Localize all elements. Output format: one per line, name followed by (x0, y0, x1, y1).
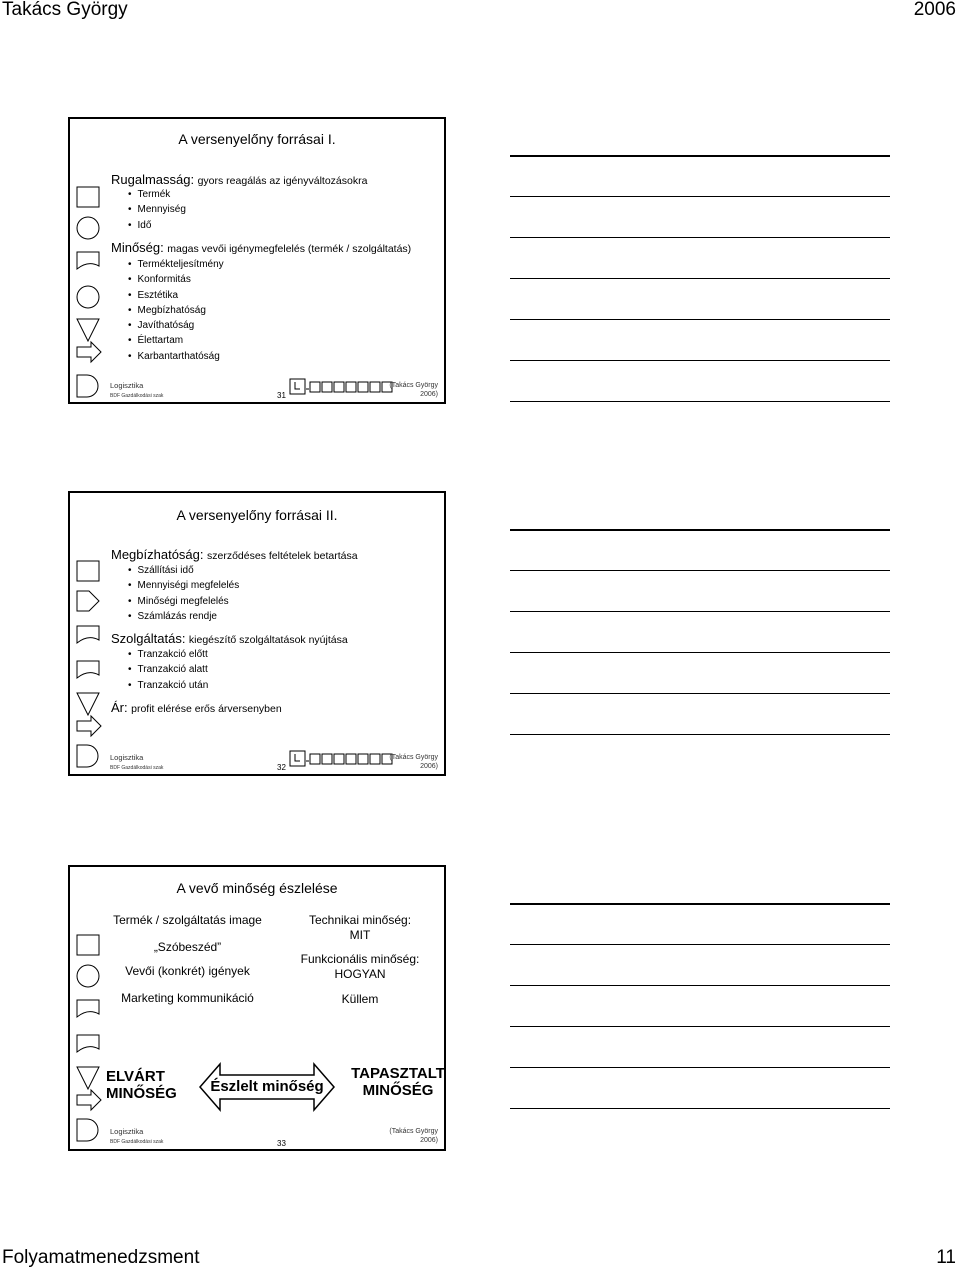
list-item: • Minőségi megfelelés (128, 594, 239, 609)
slide-33 (68, 865, 446, 1151)
school-label: BDF Gazdálkodási szak (110, 765, 164, 771)
flowchart-symbols-icon (74, 933, 106, 1113)
year-label: 2006) (420, 763, 438, 770)
slide-title: A versenyelőny forrásai I. (178, 131, 336, 147)
section-key: Megbízhatóság: (111, 547, 204, 562)
list-item: • Termék (128, 187, 186, 202)
school-label: BDF Gazdálkodási szak (110, 1139, 164, 1145)
footer-title: Folyamatmenedzsment (2, 1247, 200, 1268)
list-item: • Esztétika (128, 288, 224, 303)
list-item: • Konformitás (128, 272, 224, 287)
slide-page-number: 31 (277, 391, 286, 400)
minoseg-list (128, 257, 224, 364)
list-item: • Javíthatóság (128, 318, 224, 333)
section-key: Rugalmasság: (111, 172, 195, 187)
megbizhatosag-heading (111, 547, 358, 564)
course-label: Logisztika (110, 1127, 144, 1136)
list-item: • Tranzakció alatt (128, 662, 208, 677)
list-item: • Megbízhatóság (128, 303, 224, 318)
szolgaltatas-heading (111, 631, 348, 648)
author-year (389, 381, 438, 399)
course-label: Logisztika (110, 381, 144, 390)
list-item: • Mennyiség (128, 202, 186, 217)
szolgaltatas-list (128, 647, 208, 693)
school-label: BDF Gazdálkodási szak (110, 393, 164, 399)
flowchart-symbols-icon (74, 185, 106, 365)
slide-page-number: 33 (277, 1139, 286, 1148)
section-value: magas vevői igénymegfelelés (termék / szolgáltatás) (167, 243, 412, 255)
year-label: 2006) (420, 391, 438, 398)
perceived-quality: Észlelt minőség (210, 1078, 324, 1095)
image-text: Termék / szolgáltatás image (113, 913, 262, 927)
list-item: • Tranzakció után (128, 678, 208, 693)
list-item: • Számlázás rendje (128, 609, 239, 624)
experienced-line1: TAPASZTALT (351, 1065, 445, 1082)
rugalmassag-list (128, 187, 186, 233)
year-label: 2006) (420, 1137, 438, 1144)
list-item: • Mennyiségi megfelelés (128, 578, 239, 593)
funkcionalis-text: Funkcionális minőség: (300, 952, 420, 966)
header-year: 2006 (913, 0, 956, 20)
header-author: Takács György (2, 0, 128, 20)
slide-title: A versenyelőny forrásai II. (176, 507, 338, 523)
slide-page-number: 32 (277, 763, 286, 772)
flowchart-symbols-icon (74, 559, 106, 739)
list-item: • Élettartam (128, 333, 224, 348)
marketing-text: Marketing kommunikáció (121, 991, 254, 1005)
list-item: • Termékteljesítmény (128, 257, 224, 272)
list-item: • Szállítási idő (128, 563, 239, 578)
section-key: Minőség: (111, 240, 164, 255)
kullem-text: Küllem (341, 992, 379, 1006)
technikai-text: Technikai minőség: (308, 913, 412, 927)
author-label: (Takács György (389, 754, 438, 761)
section-value: profit elérése erős árversenyben (131, 703, 282, 715)
slide-31 (68, 117, 446, 404)
section-value: gyors reagálás az igényváltozásokra (197, 175, 368, 187)
minoseg-heading (111, 240, 411, 257)
d-shape-icon (73, 1117, 101, 1145)
d-shape-icon (73, 373, 101, 401)
expected-line1: ELVÁRT (106, 1068, 165, 1085)
ar-heading (111, 700, 282, 717)
section-key: Szolgáltatás: (111, 631, 186, 646)
list-item: • Karbantarthatóság (128, 349, 224, 364)
navigation-icons (288, 377, 394, 397)
section-value: szerződéses feltételek betartása (207, 550, 358, 562)
expected-line2: MINŐSÉG (106, 1085, 177, 1102)
slide-32 (68, 491, 446, 776)
megbizhatosag-list (128, 563, 239, 624)
slide-title: A vevő minőség észlelése (176, 880, 338, 896)
list-item: • Tranzakció előtt (128, 647, 208, 662)
author-year (389, 1127, 438, 1145)
author-year (389, 753, 438, 771)
igenyek-text: Vevői (konkrét) igények (125, 964, 250, 978)
author-label: (Takács György (389, 382, 438, 389)
mit-text: MIT (349, 928, 371, 942)
experienced-quality (348, 1065, 448, 1099)
szobeszed-text: „Szóbeszéd” (153, 940, 222, 954)
expected-quality (106, 1068, 177, 1102)
navigation-icons (288, 749, 394, 769)
footer-page-number: 11 (936, 1247, 956, 1268)
author-label: (Takács György (389, 1128, 438, 1135)
list-item: • Idő (128, 218, 186, 233)
course-label: Logisztika (110, 753, 144, 762)
section-value: kiegészítő szolgáltatások nyújtása (188, 634, 348, 646)
experienced-line2: MINŐSÉG (362, 1082, 434, 1099)
d-shape-icon (73, 743, 101, 771)
section-key: Ár: (111, 700, 128, 715)
hogyan-text: HOGYAN (334, 967, 386, 981)
